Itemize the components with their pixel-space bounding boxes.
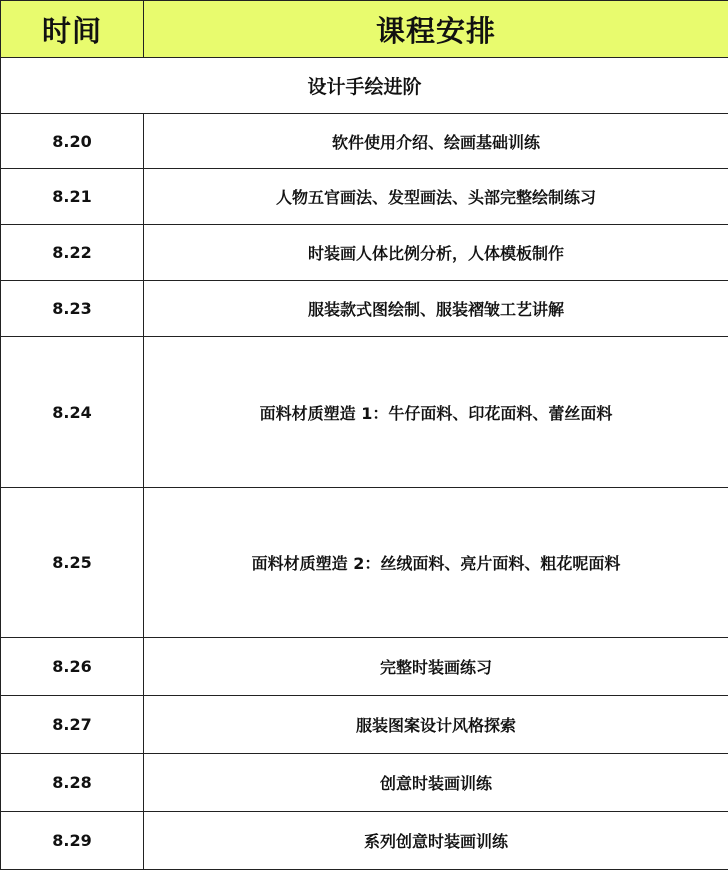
table-row: [1, 114, 728, 169]
content-cell: 面料材质塑造 2：丝绒面料、亮片面料、粗花呢面料: [144, 488, 728, 638]
date-cell: 8.24: [1, 337, 144, 488]
table-row: [1, 488, 728, 638]
content-cell: 系列创意时装画训练: [144, 812, 728, 870]
date-cell: 8.28: [1, 754, 144, 812]
schedule-header: 课程安排: [144, 1, 728, 58]
header-row: [1, 1, 728, 58]
content-cell: 面料材质塑造 1：牛仔面料、印花面料、蕾丝面料: [144, 337, 728, 488]
date-cell: 8.27: [1, 696, 144, 754]
date-cell: 8.22: [1, 225, 144, 281]
date-cell: 8.20: [1, 114, 144, 169]
date-cell: 8.26: [1, 638, 144, 696]
section-row: [1, 58, 728, 114]
table-row: [1, 754, 728, 812]
content-cell: 人物五官画法、发型画法、头部完整绘制练习: [144, 169, 728, 225]
table-row: [1, 812, 728, 870]
date-cell: 8.29: [1, 812, 144, 870]
table-row: [1, 169, 728, 225]
content-cell: 服装款式图绘制、服装褶皱工艺讲解: [144, 281, 728, 337]
table-row: [1, 225, 728, 281]
content-cell: 服装图案设计风格探索: [144, 696, 728, 754]
content-cell: 完整时装画练习: [144, 638, 728, 696]
content-cell: 时装画人体比例分析，人体模板制作: [144, 225, 728, 281]
table-row: [1, 281, 728, 337]
date-cell: 8.23: [1, 281, 144, 337]
content-cell: 软件使用介绍、绘画基础训练: [144, 114, 728, 169]
table-row: [1, 638, 728, 696]
table-row: [1, 696, 728, 754]
table-row: [1, 337, 728, 488]
date-cell: 8.25: [1, 488, 144, 638]
date-cell: 8.21: [1, 169, 144, 225]
section-title: 设计手绘进阶: [1, 58, 728, 114]
time-header: 时间: [1, 1, 144, 58]
content-cell: 创意时装画训练: [144, 754, 728, 812]
